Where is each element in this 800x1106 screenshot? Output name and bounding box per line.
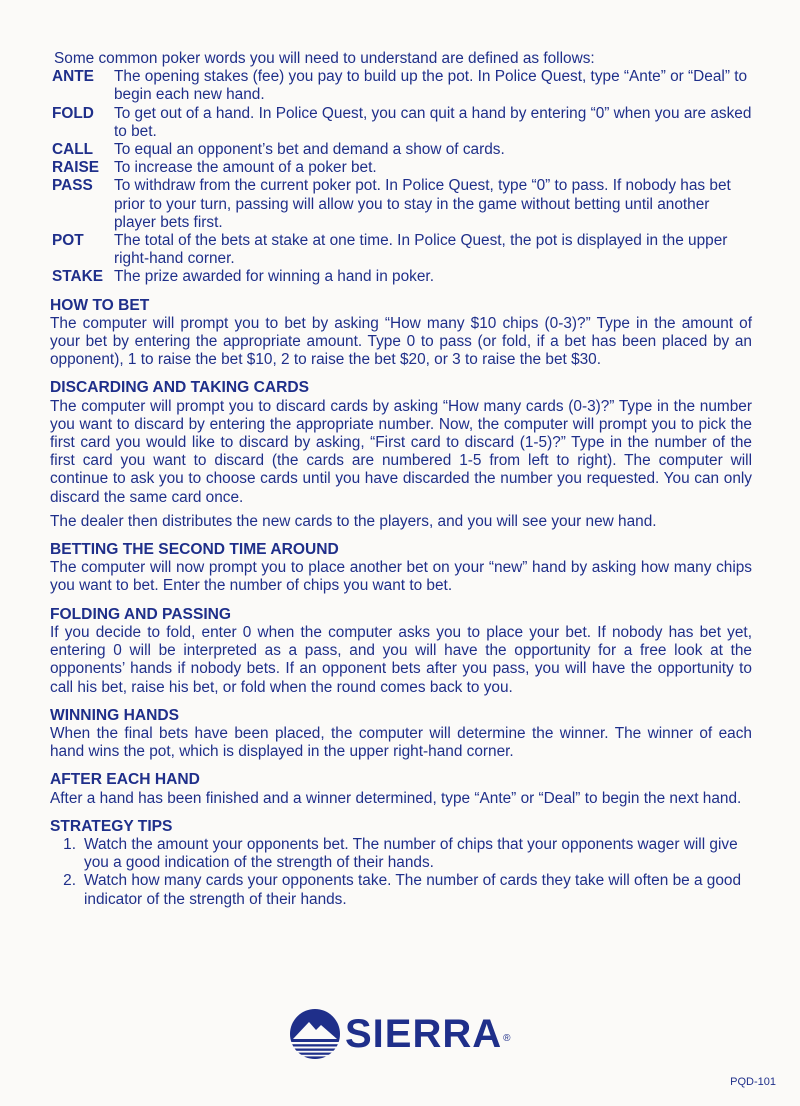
glossary-definition: The prize awarded for winning a hand in poker. — [114, 268, 434, 286]
section-body-how-to-bet: The computer will prompt you to bet by asking “How many $10 chips (0-3)?” Type in the amount of your bet by entering the appropriate amount. Type 0 to pass (or fold, if a bet has been placed by an opponent), 1 to raise the bet $10, 2 to raise the bet $20, or 3 to raise the bet $30. — [50, 314, 752, 369]
registered-mark: ® — [503, 1032, 511, 1044]
glossary-term: CALL — [52, 141, 94, 159]
glossary-entry-fold — [52, 105, 752, 141]
list-number: 1. — [63, 835, 76, 853]
section-heading-after: AFTER EACH HAND — [50, 771, 200, 789]
list-item — [48, 836, 752, 872]
section-heading-how-to-bet: HOW TO BET — [50, 296, 150, 314]
glossary-definition: The total of the bets at stake at one time. In Police Quest, the pot is displayed in the upper right-hand corner. — [114, 232, 728, 268]
glossary-entry-pass — [52, 177, 752, 232]
glossary-definition: To get out of a hand. In Police Quest, you can quit a hand by entering “0” when you are asked to bet. — [114, 104, 752, 140]
glossary-definition: To withdraw from the current poker pot. In Police Quest, type “0” to pass. If nobody has bet prior to your turn, passing will allow you to stay in the game without betting until another player bets first. — [114, 177, 731, 231]
glossary-term: POT — [52, 232, 84, 250]
glossary-entry-call — [52, 141, 752, 159]
glossary-term: ANTE — [52, 68, 94, 86]
sierra-mountain-icon — [289, 1008, 341, 1060]
section-body-after: After a hand has been finished and a winner determined, type “Ante” or “Deal” to begin the next hand. — [50, 789, 742, 807]
section-body-winning: When the final bets have been placed, the computer will determine the winner. The winner of each hand wins the pot, which is displayed in the upper right-hand corner. — [50, 724, 752, 761]
sierra-logo — [289, 1008, 511, 1060]
tip-text: Watch how many cards your opponents take. The number of cards they take will often be a good indicator of the strength of their hands. — [84, 872, 742, 908]
glossary-entry-stake — [52, 268, 752, 286]
section-heading-discarding: DISCARDING AND TAKING CARDS — [50, 379, 310, 397]
glossary-entry-ante — [52, 68, 752, 104]
intro-text: Some common poker words you will need to understand are defined as follows: — [54, 50, 595, 67]
glossary-definition: To increase the amount of a poker bet. — [114, 159, 377, 177]
section-body-discarding: The computer will prompt you to discard cards by asking “How many cards (0-3)?” Type in the number you want to discard by entering the appropriate number. Now, the computer will prompt you to pick the first card you would like to discard by asking, “First card to discard (1-5)?” Type in the number of the first card you want to discard (the cards are numbered 1-5 from left to right). The computer will continue to ask you to choose cards until you have discarded the number you requested. You can only discard the same card once. — [50, 397, 752, 506]
glossary-definition: To equal an opponent’s bet and demand a show of cards. — [114, 141, 505, 159]
section-body-second-time: The computer will now prompt you to place another bet on your “new” hand by asking how many chips you want to bet. Enter the number of chips you want to bet. — [50, 559, 752, 595]
list-item — [48, 872, 752, 908]
glossary-term: STAKE — [52, 268, 104, 286]
logo-wordmark: SIERRA — [345, 1011, 503, 1056]
tip-text: Watch the amount your opponents bet. The number of chips that your opponents wager will give you a good indication of the strength of their hands. — [84, 835, 738, 872]
glossary-entry-pot — [52, 232, 752, 268]
glossary-term: PASS — [52, 177, 93, 195]
section-body-discarding-2: The dealer then distributes the new cards to the players, and you will see your new hand. — [50, 512, 657, 530]
glossary-entry-raise — [52, 159, 752, 177]
glossary-term: RAISE — [52, 159, 100, 177]
glossary — [52, 68, 752, 286]
document-code: PQD-101 — [730, 1076, 776, 1088]
section-heading-winning: WINNING HANDS — [50, 706, 180, 724]
document-page — [48, 50, 752, 909]
glossary-term: FOLD — [52, 104, 94, 122]
section-heading-strategy: STRATEGY TIPS — [50, 817, 173, 835]
section-body-folding: If you decide to fold, enter 0 when the computer asks you to place your bet. If nobody has bet yet, entering 0 will be interpreted as a pass, and you will have the opportunity for a free look at the opponents’ hands if nobody bets. If an opponent bets after you pass, you will have the opportunity to call his bet, raise his bet, or fold when the round comes back to you. — [50, 623, 752, 696]
section-heading-folding: FOLDING AND PASSING — [50, 605, 232, 623]
list-number: 2. — [63, 872, 76, 890]
section-heading-second-time: BETTING THE SECOND TIME AROUND — [50, 541, 339, 559]
glossary-definition: The opening stakes (fee) you pay to build up the pot. In Police Quest, type “Ante” or “Deal” to begin each new hand. — [114, 68, 748, 104]
strategy-tips-list — [48, 836, 752, 909]
